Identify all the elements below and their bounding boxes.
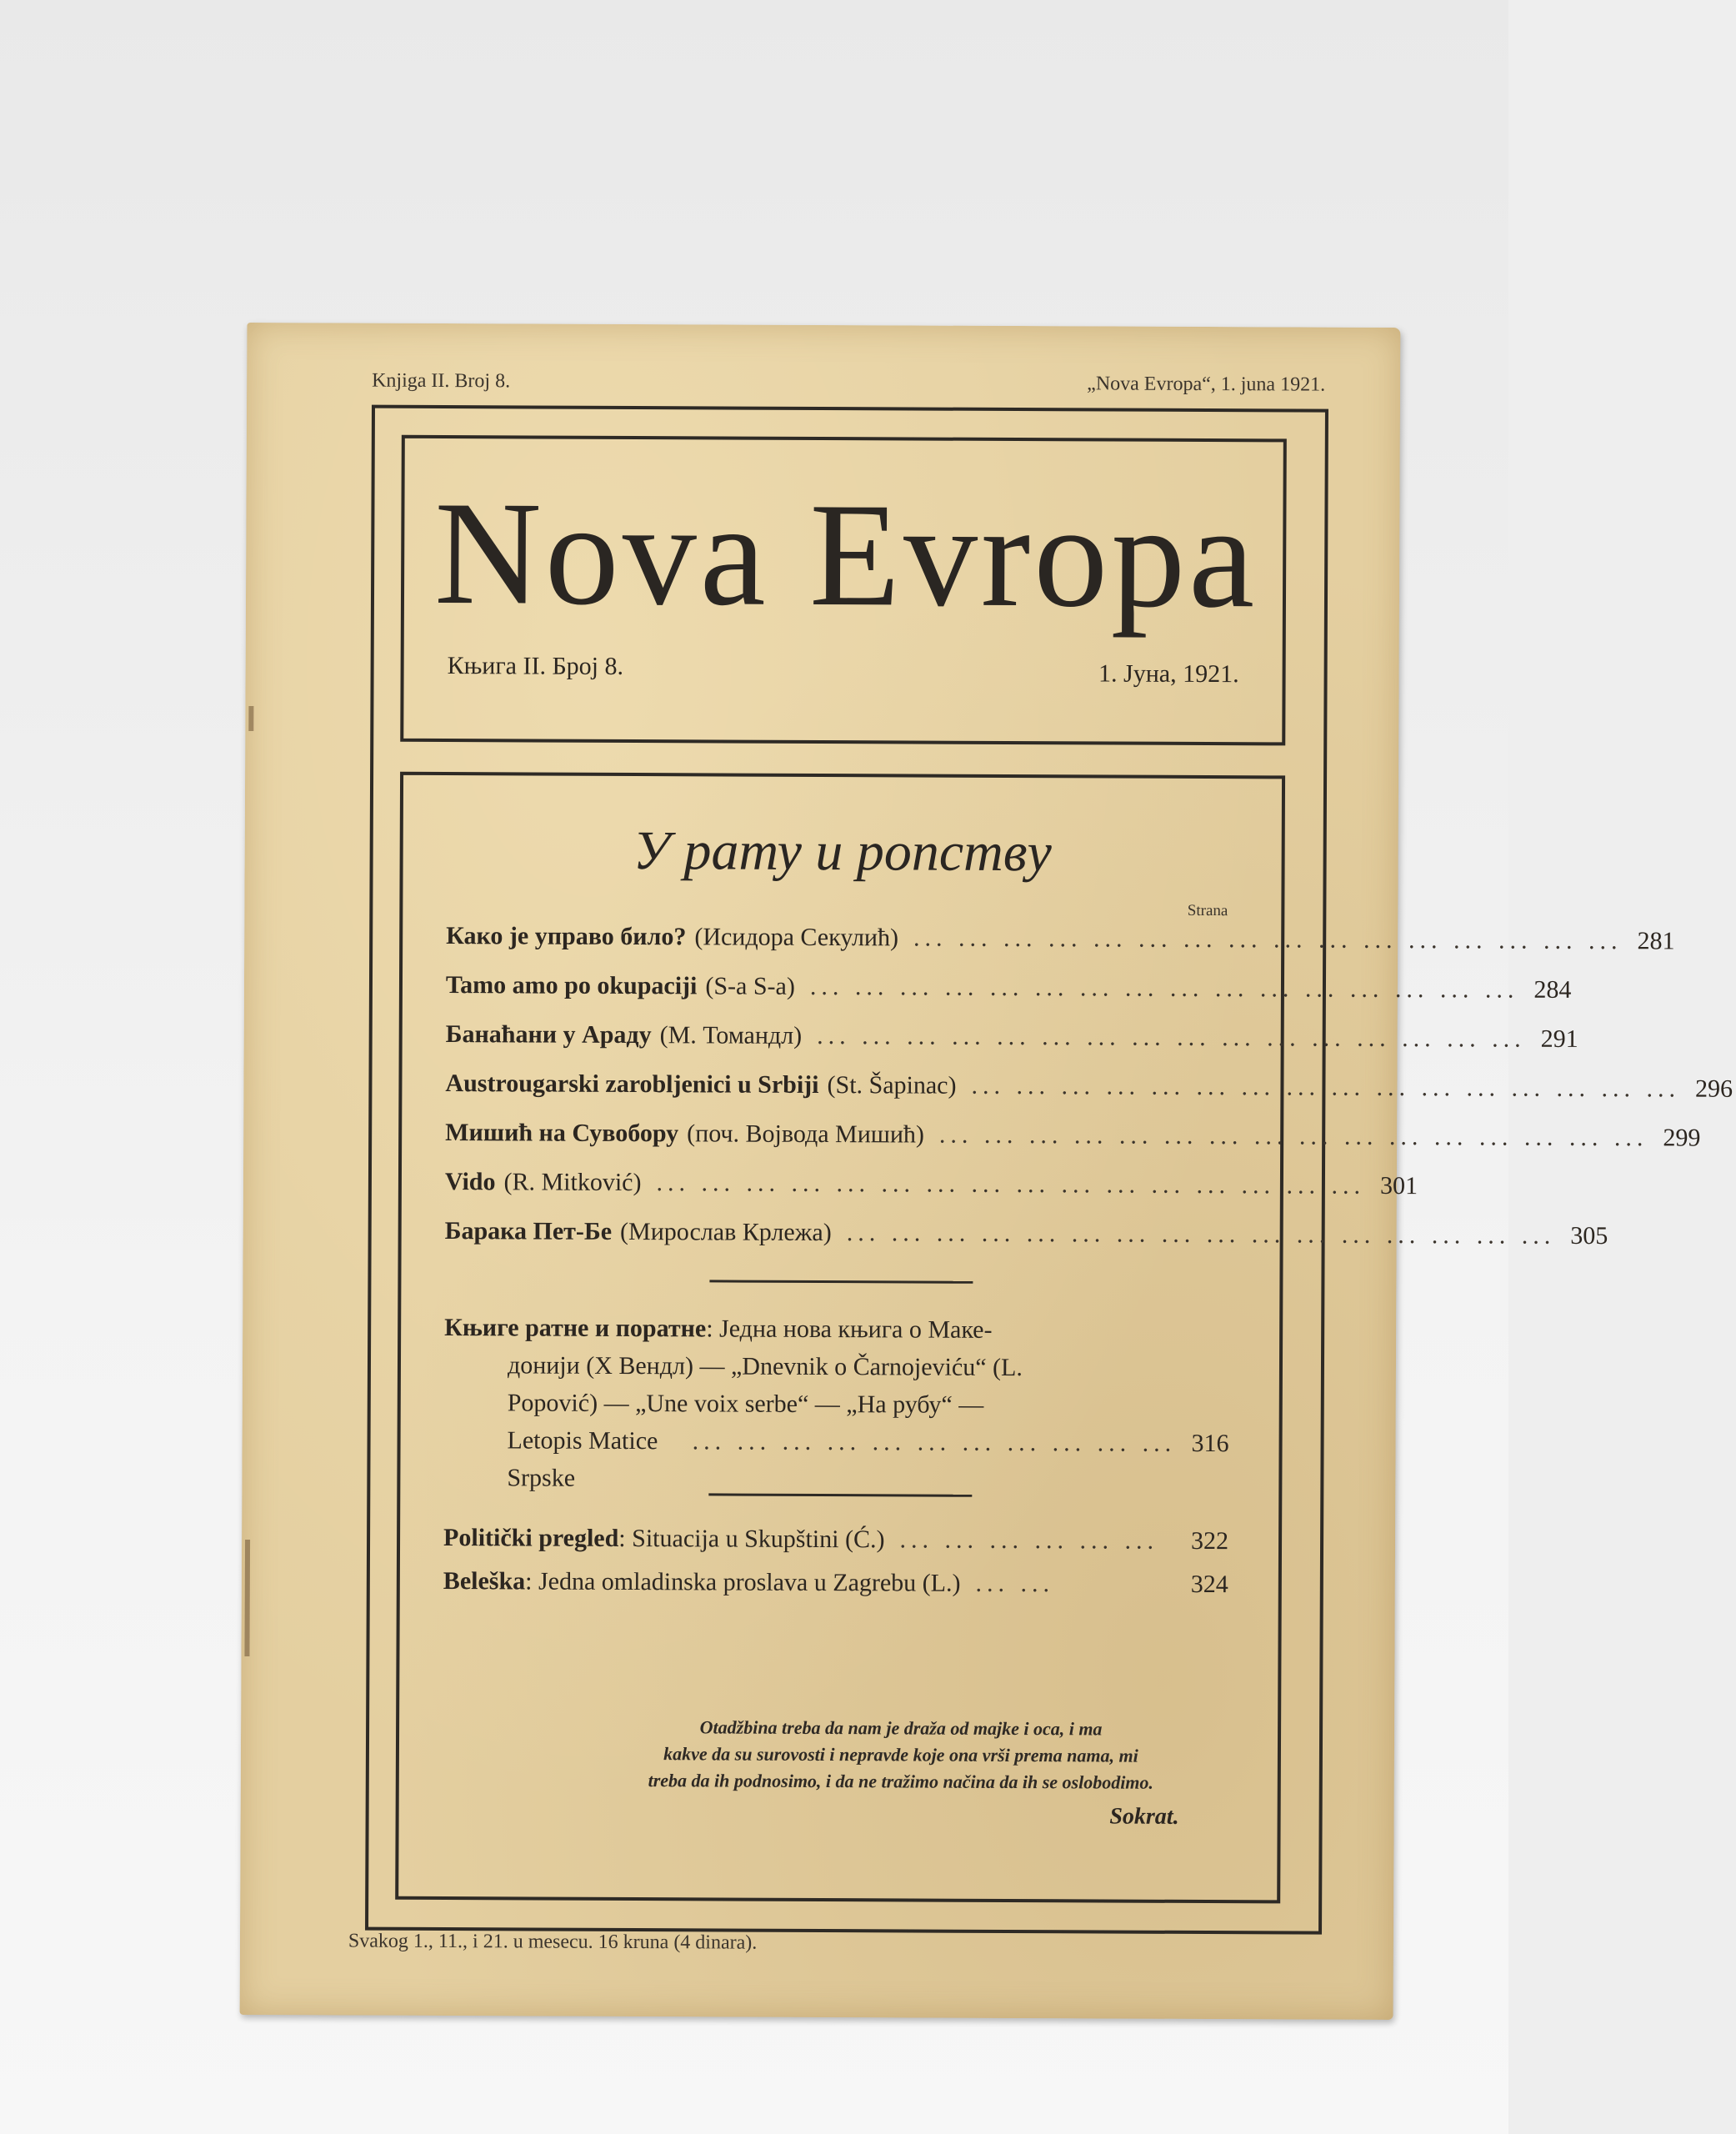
- political-page: 322: [1190, 1526, 1229, 1555]
- leader-dots: ... ... ... ... ... ... ... ... ... ... ... ... ... ... ... ...: [809, 972, 1519, 1004]
- epigraph-line: Otadžbina treba da nam je draža od majke i oca, i ma: [699, 1716, 1103, 1740]
- toc-title: Мишић на Сувобору: [445, 1119, 679, 1148]
- leader-dots: ... ... ... ... ... ... ... ... ... ... ... ... ... ... ... ...: [846, 1219, 1556, 1250]
- toc-page: 291: [1540, 1024, 1578, 1053]
- contents-box: [395, 772, 1733, 1904]
- note-page: 324: [1190, 1570, 1228, 1599]
- page-column-label: Strana: [1187, 901, 1228, 920]
- epigraph-author: Sokrat.: [1109, 1803, 1179, 1830]
- note-label: Beleška: [443, 1567, 526, 1595]
- toc-author: (St. Šapinac): [827, 1071, 957, 1100]
- colon: :: [706, 1315, 720, 1343]
- toc-author: (Мирослав Крлежа): [620, 1217, 832, 1247]
- leader-dots: ... ... ... ... ... ... ... ... ... ... ... ... ... ... ... ...: [913, 924, 1623, 955]
- leader-dots: ... ... ... ... ... ... ... ... ... ... ... ... ... ... ... ...: [971, 1071, 1681, 1103]
- political-review-entry: [443, 1524, 1228, 1555]
- header-right: „Nova Evropa“, 1. juna 1921.: [1087, 373, 1326, 396]
- toc-page: 281: [1637, 927, 1675, 955]
- toc-title: Барака Пет-Бе: [444, 1217, 613, 1245]
- masthead-box: [400, 435, 1287, 746]
- toc-page: 305: [1570, 1221, 1608, 1250]
- toc-title: Како је управо било?: [446, 922, 687, 951]
- review-page: 316: [1191, 1429, 1229, 1458]
- toc-title: Austrougarski zarobljenici u Srbiji: [445, 1070, 819, 1099]
- toc-entry: [445, 1070, 1733, 1122]
- leader-dots: ... ... ... ... ... ... ... ... ... ... ... ... ... ... ... ...: [938, 1120, 1648, 1152]
- political-text: Situacija u Skupštini (Ć.): [632, 1525, 885, 1554]
- toc-entry: [445, 1020, 1578, 1073]
- toc-page: 299: [1663, 1124, 1701, 1152]
- colon: :: [618, 1524, 633, 1553]
- table-of-contents: [444, 922, 1733, 1270]
- publication-footer: Svakog 1., 11., i 21. u mesecu. 16 kruna (4 dinara).: [348, 1930, 758, 1954]
- spine-stitch: [248, 706, 253, 731]
- review-line: [444, 1346, 1229, 1387]
- spine-stitch: [244, 1540, 250, 1656]
- magazine-title: Nova Evropa: [433, 469, 1258, 639]
- toc-title: Банаћани у Араду: [445, 1020, 652, 1049]
- review-line: [444, 1309, 1229, 1350]
- toc-author: (Исидора Секулић): [694, 923, 899, 952]
- review-text: Letopis Matice Srpske: [507, 1426, 658, 1492]
- toc-entry: [444, 1217, 1608, 1270]
- section-divider: [709, 1280, 973, 1283]
- review-line: [444, 1384, 1229, 1425]
- toc-entry: [444, 1168, 1418, 1220]
- toc-page: 296: [1694, 1075, 1733, 1103]
- issue-number: Књига II. Број 8.: [447, 652, 624, 680]
- review-text: Popović) — „Une voix serbe“ — „На рубу“ —: [507, 1389, 984, 1419]
- books-review: [443, 1309, 1229, 1500]
- header-left: Knjiga II. Broj 8.: [372, 369, 511, 393]
- leader-dots: ... ... ... ... ... ...: [899, 1525, 1159, 1555]
- toc-author: (поч. Војвода Мишић): [687, 1120, 925, 1149]
- epigraph-line: kakve da su surovosti i nepravde koje ona vrši prema nama, mi: [663, 1743, 1138, 1766]
- toc-author: (S-a S-a): [705, 972, 795, 1000]
- toc-page: 301: [1379, 1171, 1418, 1200]
- note-text: Jedna omladinska proslava u Zagrebu (L.): [538, 1567, 961, 1597]
- note-entry: [443, 1567, 1228, 1599]
- toc-page: 284: [1533, 975, 1572, 1004]
- section-title: У рату и ропству: [633, 820, 1052, 884]
- toc-author: (М. Томандл): [659, 1021, 803, 1049]
- issue-date: 1. Јуна, 1921.: [1098, 659, 1239, 689]
- toc-title: Vido: [444, 1168, 496, 1196]
- colon: :: [525, 1567, 539, 1595]
- toc-entry: [445, 971, 1572, 1024]
- epigraph: [574, 1714, 1228, 1796]
- leader-dots: ... ...: [975, 1569, 1055, 1598]
- toc-entry: [446, 922, 1675, 974]
- review-text: Једна нова књига о Маке-: [719, 1315, 993, 1344]
- magazine-cover: [240, 323, 1733, 2020]
- epigraph-line: treba da ih podnosimo, i da ne tražimo načina da ih se oslobodimo.: [648, 1770, 1154, 1793]
- running-header: [372, 370, 1325, 397]
- review-label: Књиге ратне и поратне: [444, 1314, 707, 1343]
- political-label: Politički pregled: [443, 1524, 619, 1552]
- toc-title: Tamo amo po okupaciji: [445, 971, 698, 1000]
- leader-dots: ... ... ... ... ... ... ... ... ... ... ...: [692, 1427, 1177, 1457]
- leader-dots: ... ... ... ... ... ... ... ... ... ... ... ... ... ... ... ...: [656, 1169, 1366, 1200]
- leader-dots: ... ... ... ... ... ... ... ... ... ... ... ... ... ... ... ...: [817, 1021, 1526, 1053]
- toc-entry: [445, 1119, 1701, 1171]
- review-text: донији (Х Вендл) — „Dnevnik o Čarnojeviću“ (L.: [507, 1351, 1023, 1382]
- review-line: [443, 1421, 1228, 1500]
- toc-author: (R. Mitković): [503, 1168, 642, 1197]
